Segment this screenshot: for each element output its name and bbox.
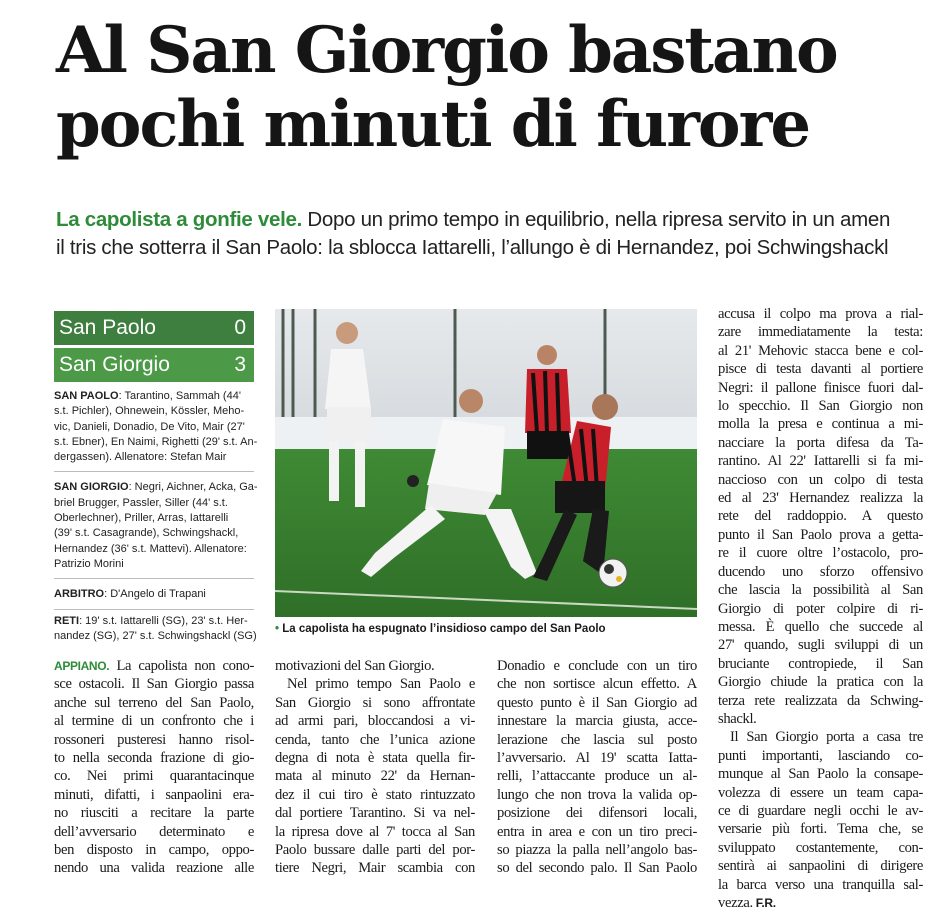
away-team-score: 3	[234, 353, 246, 376]
caption-bullet: •	[275, 623, 280, 635]
subhead-line-1-text: Dopo un primo tempo in equilibrio, nella ripresa servito in un amen	[301, 208, 891, 231]
article-column-1: APPIANO. La capolista non cono- sce ostacoli. Il San Giorgio passa anche sul terreno del San Paolo, al termine di un confronto che i rossoneri pusteresi hanno risol- to nella seconda frazione di gio- co. Nei primi quarantacinque minuti, difatti, i sanpaolini era- no riusciti a recitare la parte dell’avversario determinato e ben disposto in campo, oppo- nendo una valida reazione alle	[54, 658, 254, 877]
headline-line-2: pochi minuti di furore	[56, 87, 810, 162]
match-photo	[275, 309, 697, 617]
lineup-label-san-giorgio: SAN GIORGIO	[54, 481, 129, 494]
match-photo-illustration	[275, 309, 697, 617]
match-info-box	[54, 311, 258, 650]
article-column-2: motivazioni del San Giorgio. Nel primo tempo San Paolo e San Giorgio si sono affrontate ad armi pari, bloccandosi a vi- cenda, tanto che l’unica azione degna di nota è stata quella fir- mata al minuto 22' da Hernan- dez il cui tiro è stato rintuzzato dal portiere Tarantino. Si va nel- la ripresa dove al 7' tocca al San Paolo bussare dalle parti del por- tiere Negri, Mair scambia con	[275, 658, 475, 877]
lineup-san-paolo: SAN PAOLO: Tarantino, Sammah (44' s.t. Pichler), Ohnewein, Kössler, Meho- vic, Danieli, Donadio, De Vito, Mair (27' s.t. Ebner), En Naimi, Righetti (29' s.t. An- dergassen). Allenatore: Stefan Mair	[54, 385, 254, 472]
article-column-4: accusa il colpo ma prova a rial- zare immediatamente la testa: al 21' Mehovic stacca bene e col- pisce di testa davanti al portiere Negri: il pallone finisce fuori dal- lo specchio. Il San Giorgio non molla la presa e continua a mi- nacciare la porta difesa da Ta- rantino. Al 22' Iattarelli si fa mi- naccioso con un colpo di testa ed al 23' Hernandez realizza la rete del raddoppio. A questo punto il San Paolo prova a getta- re il cuore oltre l’ostacolo, pro- ducendo uno sforzo offensivo che lascia la possibilità al San Giorgio di poter colpire di ri- messa. È quello che succede al 27' quando, sugli sviluppi di un bruciante contropiede, il San Giorgio chiude la pratica con la terza rete realizzata da Schwing- shackl. Il San Giorgio porta a casa tre punti importanti, lasciando co- munque al San Paolo la consape- volezza di essere un team capa- ce di guardare negli occhi le av- versarie più forti. Tema che, se sviluppato costantemente, con- sentirà ai sanpaolini di dirigere la barca verso una tranquilla sal- vezza. F.R.	[718, 306, 923, 911]
football	[599, 559, 627, 587]
subhead-line-1	[56, 206, 936, 234]
article-column-3: Donadio e conclude con un tiro che non sortisce alcun effetto. A questo punto è il San Giorgio ad innestare la marcia giusta, acce- lerazione che lascia sul posto l’avversario. Al 19' scatta Iatta- relli, l’attaccante produce un al- lungo che non trova la valida op- posizione dei difensori locali, entra in area e con un tiro preci- so piazza la palla nell’angolo bas- so del secondo palo. Il San Paolo	[497, 658, 697, 877]
goals-label: RETI	[54, 614, 80, 627]
referee-info: ARBITRO: D'Angelo di Trapani	[54, 579, 254, 609]
subhead-line-2: il tris che sotterra il San Paolo: la sblocca Iattarelli, l’allungo è di Hernandez, poi Schwingshackl	[56, 236, 889, 259]
dateline: APPIANO.	[54, 659, 110, 673]
photo-caption	[275, 623, 705, 635]
score-row-away	[54, 348, 254, 382]
referee-label: ARBITRO	[54, 588, 105, 601]
home-team-name: San Paolo	[59, 316, 156, 339]
away-team-name: San Giorgio	[59, 353, 170, 376]
headline	[56, 14, 936, 162]
author-signature: F.R.	[752, 896, 776, 910]
subheadline	[56, 206, 936, 262]
caption-text: La capolista ha espugnato l’insidioso campo del San Paolo	[279, 623, 606, 635]
goals-info: RETI: 19' s.t. Iattarelli (SG), 23' s.t. Her- nandez (SG), 27' s.t. Schwingshackl (SG)	[54, 614, 257, 642]
headline-line-1: Al San Giorgio bastano	[56, 13, 837, 88]
lineup-san-giorgio: SAN GIORGIO: Negri, Aichner, Acka, Ga- briel Brugger, Passler, Siller (44' s.t. Oberlechner), Priller, Arras, Iattarelli (39' s.t. Casagrande), Schwingshackl, Hernandez (36' s.t. Mattevi). Allenatore: Patrizio Morini	[54, 472, 254, 579]
home-team-score: 0	[234, 316, 246, 339]
score-row-home	[54, 311, 254, 345]
subhead-lead: La capolista a gonfie vele.	[56, 208, 302, 231]
lineup-label-san-paolo: SAN PAOLO	[54, 390, 119, 402]
